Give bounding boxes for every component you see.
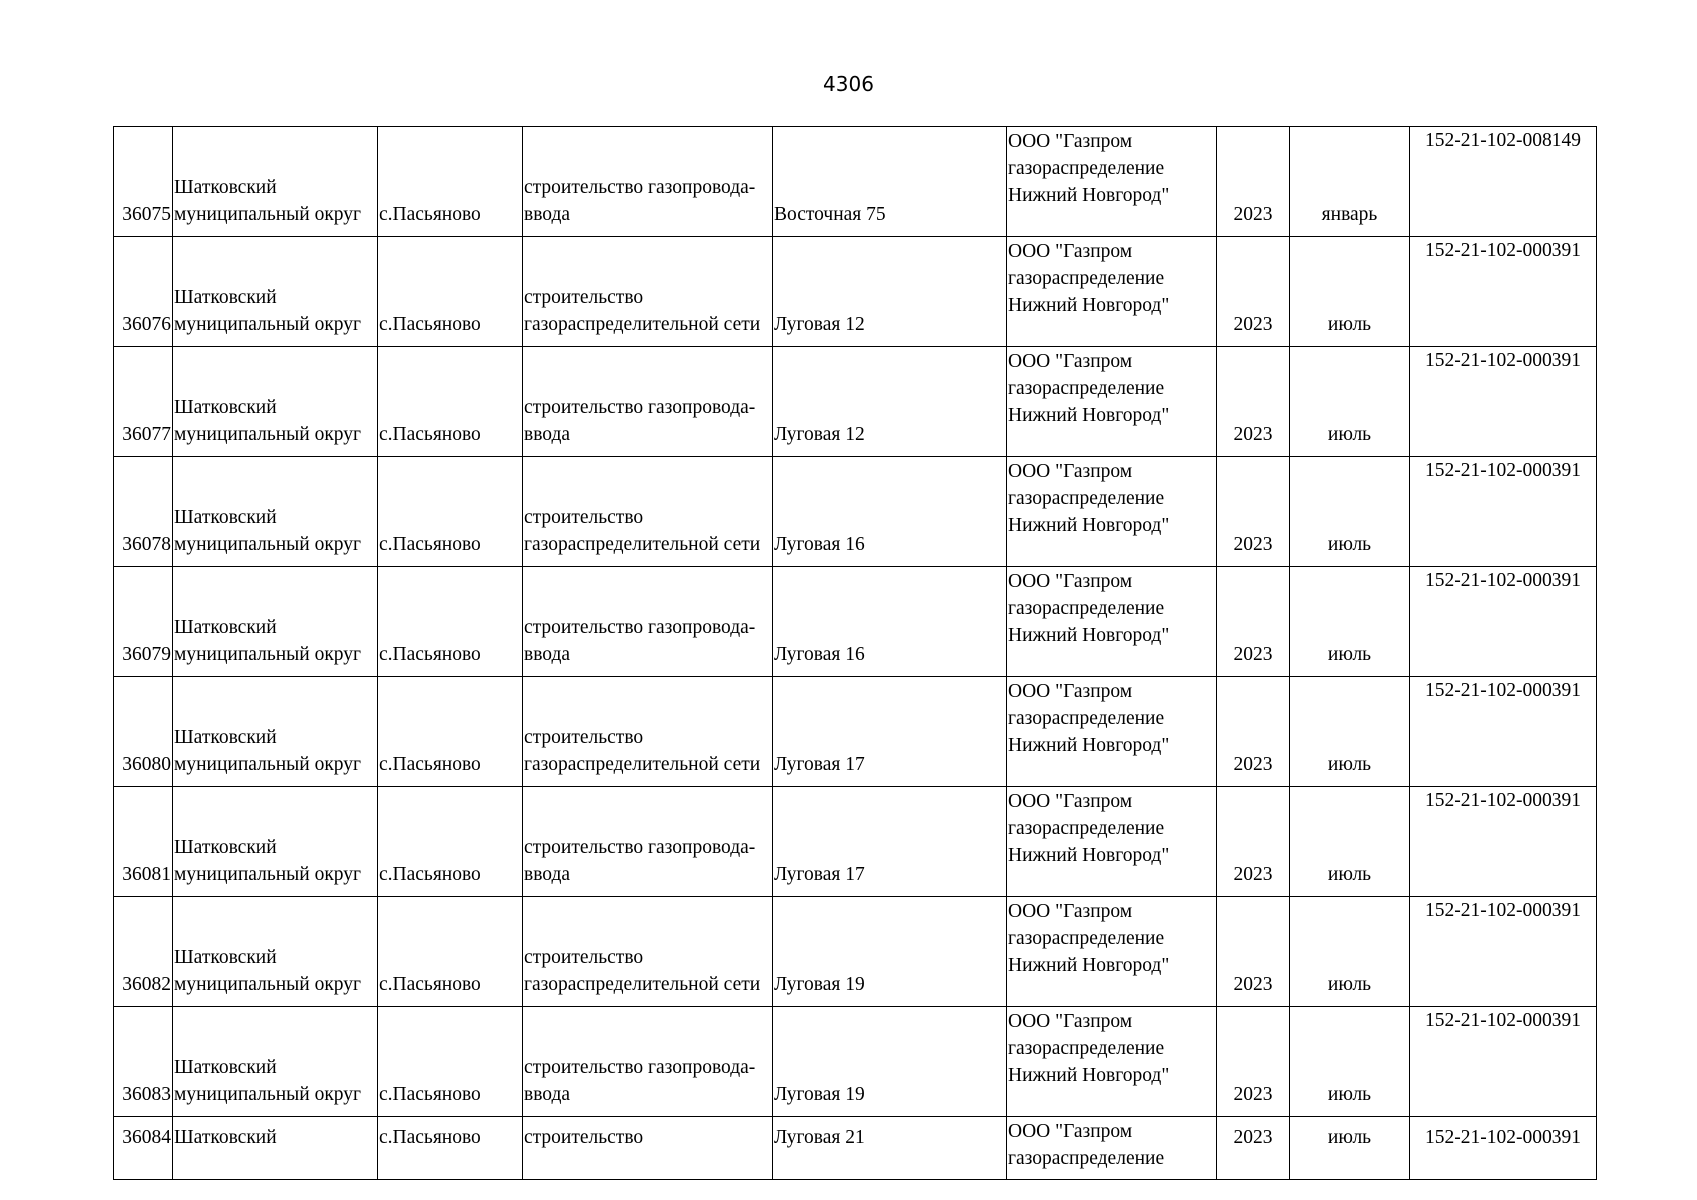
organization-cell-line: газораспределение bbox=[1008, 1148, 1165, 1169]
year-cell: 2023 bbox=[1217, 127, 1290, 237]
organization-cell-line: Нижний Новгород" bbox=[1008, 295, 1170, 316]
project-code-cell: 152-21-102-000391 bbox=[1410, 787, 1597, 897]
row-number: 36081 bbox=[114, 787, 173, 897]
table-row bbox=[114, 1007, 1597, 1117]
organization-cell-line: ООО "Газпром bbox=[1008, 131, 1133, 152]
year-cell: 2023 bbox=[1217, 1117, 1290, 1180]
row-number: 36078 bbox=[114, 457, 173, 567]
organization-cell-line: газораспределение bbox=[1008, 708, 1165, 729]
year-cell: 2023 bbox=[1217, 347, 1290, 457]
work-type-cell bbox=[523, 567, 773, 677]
organization-cell-line: Нижний Новгород" bbox=[1008, 1065, 1170, 1086]
district-cell bbox=[173, 457, 378, 567]
work-type-cell-line: ввода bbox=[524, 424, 571, 445]
month-cell: июль bbox=[1290, 1117, 1410, 1180]
table-row bbox=[114, 567, 1597, 677]
organization-cell bbox=[1007, 457, 1217, 567]
district-cell bbox=[173, 787, 378, 897]
district-cell-line: муниципальный округ bbox=[174, 314, 362, 335]
work-type-cell-line: строительство газопровода- bbox=[524, 397, 756, 418]
settlement-cell: с.Пасьяново bbox=[378, 897, 523, 1007]
work-type-cell bbox=[523, 787, 773, 897]
work-type-cell bbox=[523, 1007, 773, 1117]
project-code-cell: 152-21-102-000391 bbox=[1410, 677, 1597, 787]
settlement-cell: с.Пасьяново bbox=[378, 677, 523, 787]
district-cell-line: муниципальный округ bbox=[174, 204, 362, 225]
address-cell: Луговая 21 bbox=[773, 1117, 1007, 1180]
district-cell-line: Шатковский bbox=[174, 507, 277, 528]
address-cell: Луговая 12 bbox=[773, 237, 1007, 347]
organization-cell bbox=[1007, 897, 1217, 1007]
work-type-cell-line: строительство газопровода- bbox=[524, 1057, 756, 1078]
row-number: 36080 bbox=[114, 677, 173, 787]
organization-cell-line: Нижний Новгород" bbox=[1008, 845, 1170, 866]
district-cell-line: муниципальный округ bbox=[174, 644, 362, 665]
district-cell bbox=[173, 677, 378, 787]
project-code-cell: 152-21-102-000391 bbox=[1410, 897, 1597, 1007]
organization-cell-line: Нижний Новгород" bbox=[1008, 735, 1170, 756]
year-cell: 2023 bbox=[1217, 1007, 1290, 1117]
organization-cell-line: ООО "Газпром bbox=[1008, 1011, 1133, 1032]
work-type-cell-line: строительство bbox=[524, 1127, 644, 1148]
table-row bbox=[114, 1117, 1597, 1180]
organization-cell-line: газораспределение bbox=[1008, 378, 1165, 399]
month-cell: июль bbox=[1290, 787, 1410, 897]
district-cell-line: муниципальный округ bbox=[174, 1084, 362, 1105]
district-cell-line: Шатковский bbox=[174, 1057, 277, 1078]
organization-cell bbox=[1007, 127, 1217, 237]
work-type-cell bbox=[523, 677, 773, 787]
row-number: 36083 bbox=[114, 1007, 173, 1117]
project-code-cell: 152-21-102-000391 bbox=[1410, 457, 1597, 567]
district-cell-line: Шатковский bbox=[174, 287, 277, 308]
month-cell: июль bbox=[1290, 457, 1410, 567]
row-number: 36077 bbox=[114, 347, 173, 457]
district-cell-line: муниципальный округ bbox=[174, 424, 362, 445]
organization-cell bbox=[1007, 677, 1217, 787]
work-type-cell-line: ввода bbox=[524, 864, 571, 885]
settlement-cell: с.Пасьяново bbox=[378, 347, 523, 457]
registry-body bbox=[114, 127, 1597, 1180]
work-type-cell-line: ввода bbox=[524, 644, 571, 665]
settlement-cell: с.Пасьяново bbox=[378, 1117, 523, 1180]
row-number: 36075 bbox=[114, 127, 173, 237]
settlement-cell: с.Пасьяново bbox=[378, 237, 523, 347]
work-type-cell-line: строительство bbox=[524, 507, 644, 528]
organization-cell-line: Нижний Новгород" bbox=[1008, 405, 1170, 426]
organization-cell-line: газораспределение bbox=[1008, 488, 1165, 509]
work-type-cell bbox=[523, 237, 773, 347]
district-cell bbox=[173, 1007, 378, 1117]
work-type-cell bbox=[523, 347, 773, 457]
organization-cell bbox=[1007, 787, 1217, 897]
organization-cell-line: ООО "Газпром bbox=[1008, 571, 1133, 592]
organization-cell-line: Нижний Новгород" bbox=[1008, 955, 1170, 976]
organization-cell-line: Нижний Новгород" bbox=[1008, 185, 1170, 206]
project-code-cell: 152-21-102-000391 bbox=[1410, 1117, 1597, 1180]
table-row bbox=[114, 347, 1597, 457]
settlement-cell: с.Пасьяново bbox=[378, 567, 523, 677]
district-cell-line: Шатковский bbox=[174, 1127, 277, 1148]
year-cell: 2023 bbox=[1217, 237, 1290, 347]
address-cell: Луговая 12 bbox=[773, 347, 1007, 457]
month-cell: июль bbox=[1290, 897, 1410, 1007]
organization-cell bbox=[1007, 347, 1217, 457]
organization-cell bbox=[1007, 1007, 1217, 1117]
organization-cell-line: ООО "Газпром bbox=[1008, 351, 1133, 372]
settlement-cell: с.Пасьяново bbox=[378, 1007, 523, 1117]
organization-cell-line: газораспределение bbox=[1008, 598, 1165, 619]
address-cell: Луговая 17 bbox=[773, 677, 1007, 787]
district-cell-line: Шатковский bbox=[174, 727, 277, 748]
month-cell: июль bbox=[1290, 677, 1410, 787]
project-code-cell: 152-21-102-000391 bbox=[1410, 237, 1597, 347]
year-cell: 2023 bbox=[1217, 787, 1290, 897]
district-cell bbox=[173, 897, 378, 1007]
organization-cell-line: ООО "Газпром bbox=[1008, 901, 1133, 922]
organization-cell-line: Нижний Новгород" bbox=[1008, 515, 1170, 536]
row-number: 36082 bbox=[114, 897, 173, 1007]
table-row bbox=[114, 897, 1597, 1007]
table-row bbox=[114, 237, 1597, 347]
district-cell-line: Шатковский bbox=[174, 837, 277, 858]
project-code-cell: 152-21-102-008149 bbox=[1410, 127, 1597, 237]
table-row bbox=[114, 677, 1597, 787]
organization-cell-line: ООО "Газпром bbox=[1008, 681, 1133, 702]
organization-cell-line: ООО "Газпром bbox=[1008, 241, 1133, 262]
table-row bbox=[114, 787, 1597, 897]
district-cell-line: Шатковский bbox=[174, 617, 277, 638]
organization-cell bbox=[1007, 237, 1217, 347]
organization-cell bbox=[1007, 1117, 1217, 1180]
work-type-cell-line: строительство bbox=[524, 727, 644, 748]
address-cell: Луговая 16 bbox=[773, 567, 1007, 677]
table-row bbox=[114, 457, 1597, 567]
work-type-cell-line: ввода bbox=[524, 1084, 571, 1105]
work-type-cell bbox=[523, 897, 773, 1007]
organization-cell-line: ООО "Газпром bbox=[1008, 1121, 1133, 1142]
work-type-cell-line: ввода bbox=[524, 204, 571, 225]
month-cell: июль bbox=[1290, 237, 1410, 347]
organization-cell-line: Нижний Новгород" bbox=[1008, 625, 1170, 646]
gasification-registry-table bbox=[113, 126, 1597, 1180]
work-type-cell-line: строительство bbox=[524, 287, 644, 308]
project-code-cell: 152-21-102-000391 bbox=[1410, 567, 1597, 677]
month-cell: январь bbox=[1290, 127, 1410, 237]
project-code-cell: 152-21-102-000391 bbox=[1410, 1007, 1597, 1117]
address-cell: Восточная 75 bbox=[773, 127, 1007, 237]
organization-cell-line: газораспределение bbox=[1008, 818, 1165, 839]
row-number: 36084 bbox=[114, 1117, 173, 1180]
work-type-cell-line: газораспределительной сети bbox=[524, 754, 761, 775]
district-cell-line: муниципальный округ bbox=[174, 974, 362, 995]
month-cell: июль bbox=[1290, 347, 1410, 457]
work-type-cell bbox=[523, 457, 773, 567]
project-code-cell: 152-21-102-000391 bbox=[1410, 347, 1597, 457]
address-cell: Луговая 16 bbox=[773, 457, 1007, 567]
district-cell-line: Шатковский bbox=[174, 397, 277, 418]
work-type-cell-line: строительство газопровода- bbox=[524, 617, 756, 638]
work-type-cell-line: строительство bbox=[524, 947, 644, 968]
month-cell: июль bbox=[1290, 567, 1410, 677]
district-cell bbox=[173, 567, 378, 677]
district-cell bbox=[173, 347, 378, 457]
year-cell: 2023 bbox=[1217, 897, 1290, 1007]
settlement-cell: с.Пасьяново bbox=[378, 127, 523, 237]
organization-cell-line: ООО "Газпром bbox=[1008, 791, 1133, 812]
work-type-cell-line: газораспределительной сети bbox=[524, 974, 761, 995]
row-number: 36079 bbox=[114, 567, 173, 677]
district-cell-line: муниципальный округ bbox=[174, 754, 362, 775]
work-type-cell-line: газораспределительной сети bbox=[524, 534, 761, 555]
address-cell: Луговая 17 bbox=[773, 787, 1007, 897]
work-type-cell-line: строительство газопровода- bbox=[524, 177, 756, 198]
district-cell bbox=[173, 127, 378, 237]
work-type-cell-line: строительство газопровода- bbox=[524, 837, 756, 858]
district-cell-line: муниципальный округ bbox=[174, 534, 362, 555]
address-cell: Луговая 19 bbox=[773, 1007, 1007, 1117]
settlement-cell: с.Пасьяново bbox=[378, 457, 523, 567]
organization-cell-line: ООО "Газпром bbox=[1008, 461, 1133, 482]
district-cell bbox=[173, 237, 378, 347]
district-cell bbox=[173, 1117, 378, 1180]
work-type-cell-line: газораспределительной сети bbox=[524, 314, 761, 335]
page-number: 4306 bbox=[823, 72, 874, 96]
month-cell: июль bbox=[1290, 1007, 1410, 1117]
organization-cell-line: газораспределение bbox=[1008, 268, 1165, 289]
row-number: 36076 bbox=[114, 237, 173, 347]
year-cell: 2023 bbox=[1217, 567, 1290, 677]
settlement-cell: с.Пасьяново bbox=[378, 787, 523, 897]
organization-cell-line: газораспределение bbox=[1008, 928, 1165, 949]
work-type-cell bbox=[523, 1117, 773, 1180]
district-cell-line: Шатковский bbox=[174, 947, 277, 968]
district-cell-line: муниципальный округ bbox=[174, 864, 362, 885]
year-cell: 2023 bbox=[1217, 457, 1290, 567]
work-type-cell bbox=[523, 127, 773, 237]
organization-cell-line: газораспределение bbox=[1008, 158, 1165, 179]
table-row bbox=[114, 127, 1597, 237]
district-cell-line: Шатковский bbox=[174, 177, 277, 198]
organization-cell-line: газораспределение bbox=[1008, 1038, 1165, 1059]
year-cell: 2023 bbox=[1217, 677, 1290, 787]
address-cell: Луговая 19 bbox=[773, 897, 1007, 1007]
organization-cell bbox=[1007, 567, 1217, 677]
